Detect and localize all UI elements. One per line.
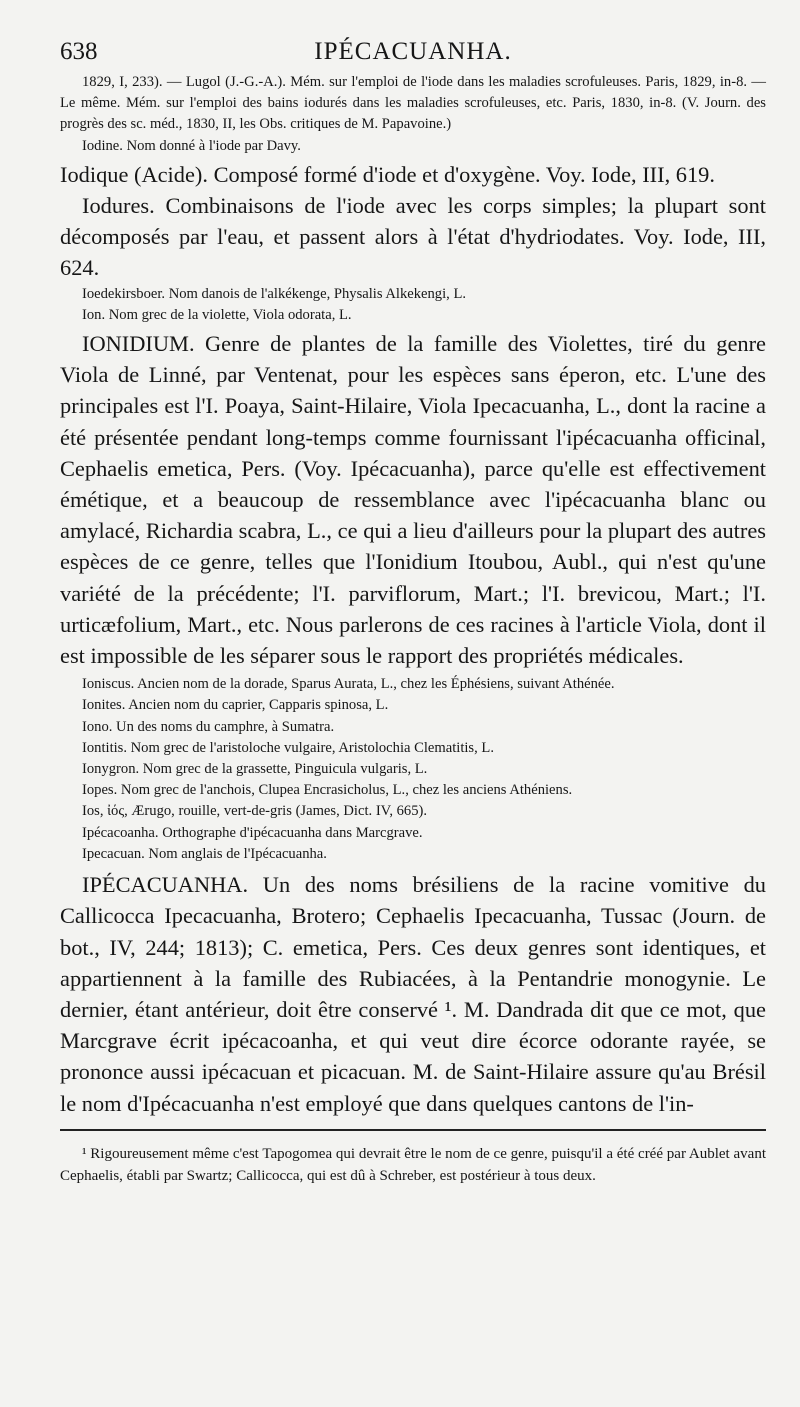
entry-iontitis: Iontitis. Nom grec de l'aristoloche vulgaire, Aristolochia Clematitis, L. (82, 739, 494, 756)
entry-ipecacuanha: IPÉCACUANHA. Un des noms brésiliens de la racine vomitive du Callicocca Ipecacuanha, Brotero; Cephaelis Ipecacuanha, Tussac (Journ. de bot., IV, 244; 1813); C. emetica, Pers. Ces deux genres sont identiques, et appartiennent à la famille des Rubiacées, à la Pentandrie monogynie. Le dernier, étant antérieur, doit être conservé ¹. M. Dandrada dit que ce mot, que Marcgrave écrit ipécacoanha, et qui veut dire écorce odorante rayée, se prononce aussi ipécacuan et picacuan. M. de Saint-Hilaire assure qu'au Brésil le nom d'Ipécacuanha n'est employé que dans quelques cantons de l'in- (60, 872, 766, 1116)
entry-ionites: Ionites. Ancien nom du caprier, Capparis spinosa, L. (82, 697, 389, 714)
entry-ipecacoanha: Ipécacoanha. Orthographe d'ipécacuanha dans Marcgrave. (82, 824, 423, 841)
book-page (60, 38, 766, 1187)
page-number: 638 (60, 38, 98, 65)
entry-ionidium: IONIDIUM. Genre de plantes de la famille des Violettes, tiré du genre Viola de Linné, par Ventenat, pour les espèces sans éperon, etc. L'une des principales est l'I. Poaya, Saint-Hilaire, Viola Ipecacuanha, L., dont la racine a été présentée pendant long-temps comme fournissant l'ipécacuanha officinal, Cephaelis emetica, Pers. (Voy. Ipécacuanha), parce qu'elle est effectivement émétique, et a beaucoup de ressemblance avec l'ipécacuanha blanc ou amylacé, Richardia scabra, L., ce qui a lieu d'ailleurs pour la plupart des autres espèces de ce genre, telles que l'Ionidium Itoubou, Aubl., qui n'est qu'une variété de la précédente; l'I. parviflorum, Mart.; l'I. brevicou, Mart.; l'I. urticæfolium, Mart., etc. Nous parlerons de ces racines à l'article Viola, dont il est impossible de les séparer sous le rapport des propriétés médicales. (60, 331, 766, 669)
footnote: ¹ Rigoureusement même c'est Tapogomea qui devrait être le nom de ce genre, puisqu'il a été créé par Aublet avant Cephaelis, établi par Swartz; Callicocca, qui est dû à Schreber, est postérieur à tous deux. (60, 1145, 766, 1184)
entry-iono: Iono. Un des noms du camphre, à Sumatra. (82, 718, 335, 735)
entry-ionygron: Ionygron. Nom grec de la grassette, Pinguicula vulgaris, L. (82, 761, 428, 778)
entry-iodures: Iodures. Combinaisons de l'iode avec les corps simples; la plupart sont décomposés par l'eau, et passent alors à l'état d'hydriodates. Voy. Iode, III, 624. (60, 193, 766, 281)
footnote-divider (60, 1129, 766, 1131)
entry-ion: Ion. Nom grec de la violette, Viola odorata, L. (82, 306, 352, 323)
running-head: IPÉCACUANHA. (314, 38, 512, 65)
entry-ioniscus: Ioniscus. Ancien nom de la dorade, Sparus Aurata, L., chez les Éphésiens, suivant Athénée. (82, 676, 615, 693)
entry-ios: Ios, ἰός, Ærugo, rouille, vert-de-gris (James, Dict. IV, 665). (82, 803, 428, 820)
entry-iopes: Iopes. Nom grec de l'anchois, Clupea Encrasicholus, L., chez les anciens Athéniens. (82, 782, 573, 799)
page-header (60, 38, 766, 72)
ref-continuation: 1829, I, 233). — Lugol (J.-G.-A.). Mém. sur l'emploi de l'iode dans les maladies scrofuleuses. Paris, 1829, in-8. — Le même. Mém. sur l'emploi des bains iodurés dans les maladies scrofuleuses, etc. Paris, 1830, in-8. (V. Journ. des progrès des sc. méd., 1830, II, les Obs. critiques de M. Papavoine.) (60, 74, 766, 133)
entry-ipecacuan: Ipecacuan. Nom anglais de l'Ipécacuanha. (82, 845, 327, 862)
entry-iodine: Iodine. Nom donné à l'iode par Davy. (82, 137, 301, 154)
entry-iodique: Iodique (Acide). Composé formé d'iode et d'oxygène. Voy. Iode, III, 619. (60, 161, 715, 187)
entry-ioedekirsboer: Ioedekirsboer. Nom danois de l'alkékenge, Physalis Alkekengi, L. (82, 285, 467, 302)
body-text (60, 72, 766, 1119)
